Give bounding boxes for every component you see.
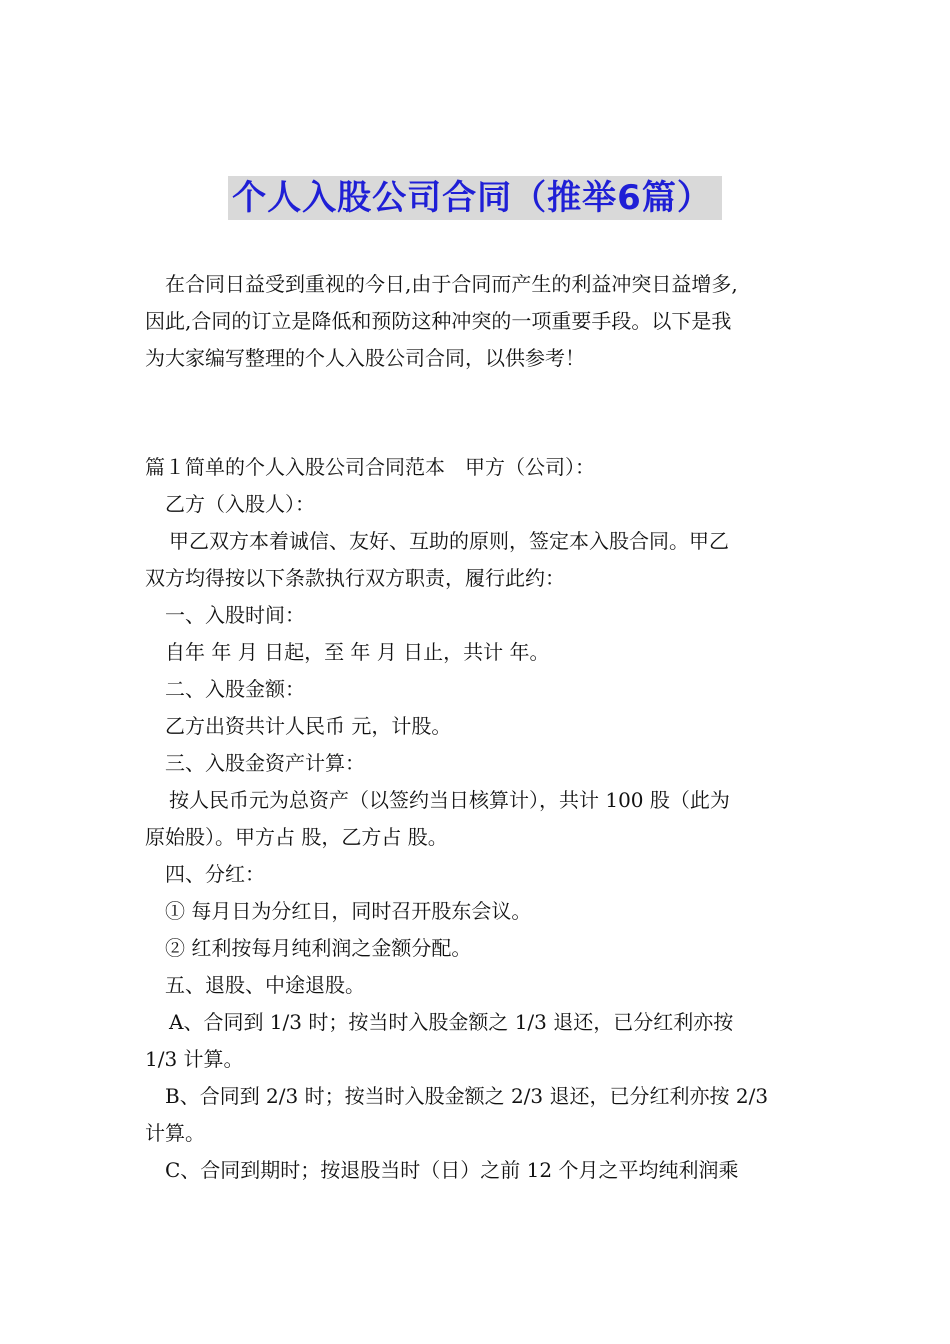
body-line: 按人民币元为总资产（以签约当日核算计），共计 100 股（此为 [169,788,730,812]
clause-heading: 一、入股时间： [165,603,305,627]
clause-heading: 五、退股、中途退股。 [165,973,365,997]
contract-body [145,449,807,1189]
body-line: 自年 年 月 日起，至 年 月 日止，共计 年。 [165,640,550,664]
body-line: 双方均得按以下条款执行双方职责，履行此约： [145,566,565,590]
body-line: C、合同到期时；按退股当时（日）之前 12 个月之平均纯利润乘 [165,1158,739,1182]
intro-line: 在合同日益受到重视的今日,由于合同而产生的利益冲突日益增多, [165,272,738,296]
body-line: A、合同到 1/3 时；按当时入股金额之 1/3 退还，已分红利亦按 [169,1010,734,1034]
clause-heading: 二、入股金额： [165,677,305,701]
body-line: 计算。 [145,1121,205,1145]
section-heading: 篇１简单的个人入股公司合同范本 甲方（公司）： [145,455,595,479]
intro-line: 因此,合同的订立是降低和预防这种冲突的一项重要手段。以下是我 [145,309,732,333]
body-line: ① 每月日为分红日，同时召开股东会议。 [165,899,532,923]
document-title: 个人入股公司合同（推举6篇） [228,176,722,220]
body-line: 1/3 计算。 [145,1047,244,1071]
body-line: 甲乙双方本着诚信、友好、互助的原则，签定本入股合同。甲乙 [169,529,729,553]
intro-line: 为大家编写整理的个人入股公司合同，以供参考！ [145,346,585,370]
title-container [0,176,950,220]
body-line: B、合同到 2/3 时；按当时入股金额之 2/3 退还，已分红利亦按 2/3 [165,1084,769,1108]
body-line: ② 红利按每月纯利润之金额分配。 [165,936,472,960]
body-line: 乙方出资共计人民币 元，计股。 [165,714,452,738]
clause-heading: 三、入股金资产计算： [165,751,365,775]
body-line: 原始股）。甲方占 股，乙方占 股。 [145,825,448,849]
clause-heading: 四、分红： [165,862,265,886]
party-b-line: 乙方（入股人）： [165,492,315,516]
intro-paragraph [145,266,807,377]
